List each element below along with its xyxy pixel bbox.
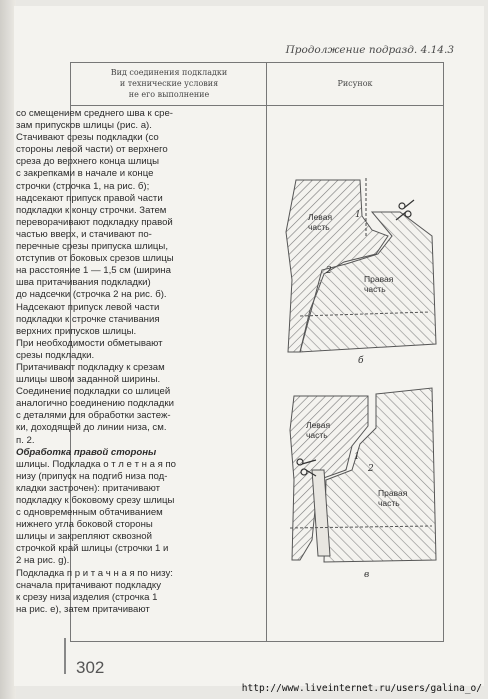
figure-v-number-2: 2 (368, 464, 374, 474)
figure-v-caption: в (364, 570, 370, 580)
text-line: шва притачивания подкладки) (16, 277, 151, 289)
text-line: Обработка правой стороны (16, 446, 157, 458)
figure-v-right-label: Правая часть (378, 488, 408, 508)
text-line: отступив от боковых срезов шлицы (16, 253, 174, 265)
continuation-header: Продолжение подразд. 4.14.3 (285, 44, 454, 56)
text-line: Притачивают подкладку к срезам (16, 361, 165, 373)
page-number-rule (64, 638, 66, 674)
figure-v-number-1: 1 (354, 452, 360, 462)
text-line: на рис. е), затем притачивают (16, 603, 150, 615)
page-number: 302 (76, 658, 105, 677)
text-line: подкладку к боковому срезу шлицы (16, 495, 175, 506)
source-url: http://www.liveinternet.ru/users/galina_o/ (241, 683, 482, 694)
text-line: с одновременным обтачиванием (16, 507, 163, 519)
figure-b-number-2: 2 (326, 266, 332, 276)
text-line: перечные срезы припуска шлицы, (16, 241, 168, 253)
text-line: с деталями для обработки застеж- (16, 410, 171, 422)
text-line: 2 на рис. g). (16, 555, 70, 567)
column-header-figure: Рисунок (337, 79, 373, 88)
figure-b-number-1: 1 (355, 210, 361, 220)
text-line: подкладки к концу строчки. Затем (16, 204, 167, 216)
text-line: сначала притачивают подкладку (16, 579, 162, 591)
text-line: шлицы. Подкладка о т л е т н а я по (16, 458, 176, 470)
text-line: стороны левой части) от верхнего (16, 144, 168, 156)
text-line: кладки застрочен): притачивают (16, 482, 160, 494)
text-line: срезы подкладки. (16, 349, 95, 361)
text-line: низу (припуск на подгиб низа под- (16, 470, 168, 482)
text-line: переворачивают подкладку правой (16, 216, 173, 228)
figure-b-left-label: Левая часть (308, 212, 333, 232)
text-line: строчки (строчка 1, на рис. б); (16, 180, 150, 192)
text-line: частью вверх, и стачивают по- (16, 228, 152, 240)
figure-b-right-label: Правая часть (364, 274, 394, 294)
text-line: надсекают припуск правой части (16, 192, 163, 204)
text-line: среза до верхнего конца шлицы (16, 156, 160, 168)
figure-v-left-label: Левая часть (306, 420, 331, 440)
text-line: до надсечки (строчка 2 на рис. б). (16, 289, 167, 301)
text-line: ки, доходящей до линии низа, см. (16, 422, 167, 434)
figure-b-caption: б (358, 356, 364, 366)
text-line: зам припусков шлицы (рис. а). (16, 120, 152, 132)
text-line: Стачивают срезы подкладки (со (16, 132, 159, 144)
text-line: к срезу низа изделия (строчка 1 (16, 591, 158, 603)
text-line: п. 2. (16, 434, 35, 446)
text-line: Подкладка п р и т а ч н а я по низу: (16, 567, 173, 579)
text-line: верхних припусков шлицы. (16, 325, 137, 337)
text-line: Соединение подкладки со шлицей (16, 386, 171, 398)
text-line: нижнего угла боковой стороны (16, 519, 153, 531)
text-line: с закрепками в начале и конце (16, 168, 154, 180)
text-line: на расстояние 1 — 1,5 см (ширина (16, 265, 171, 277)
text-line: шлицы швом заданной ширины. (16, 374, 161, 386)
column-header-description: Вид соединения подкладки и технические условия не его выполнение (110, 68, 228, 99)
text-line: шлицы и закрепляют сквозной (16, 531, 152, 543)
text-line: Надсекают припуск левой части (16, 301, 160, 313)
text-line: подкладки к строчке стачивания (16, 313, 160, 325)
text-line: строчкой край шлицы (строчки 1 и (16, 543, 169, 555)
text-line: аналогично соединению подкладки (16, 398, 174, 410)
text-line: со смещением среднего шва к сре- (16, 108, 173, 119)
text-line: При необходимости обметывают (16, 337, 163, 349)
